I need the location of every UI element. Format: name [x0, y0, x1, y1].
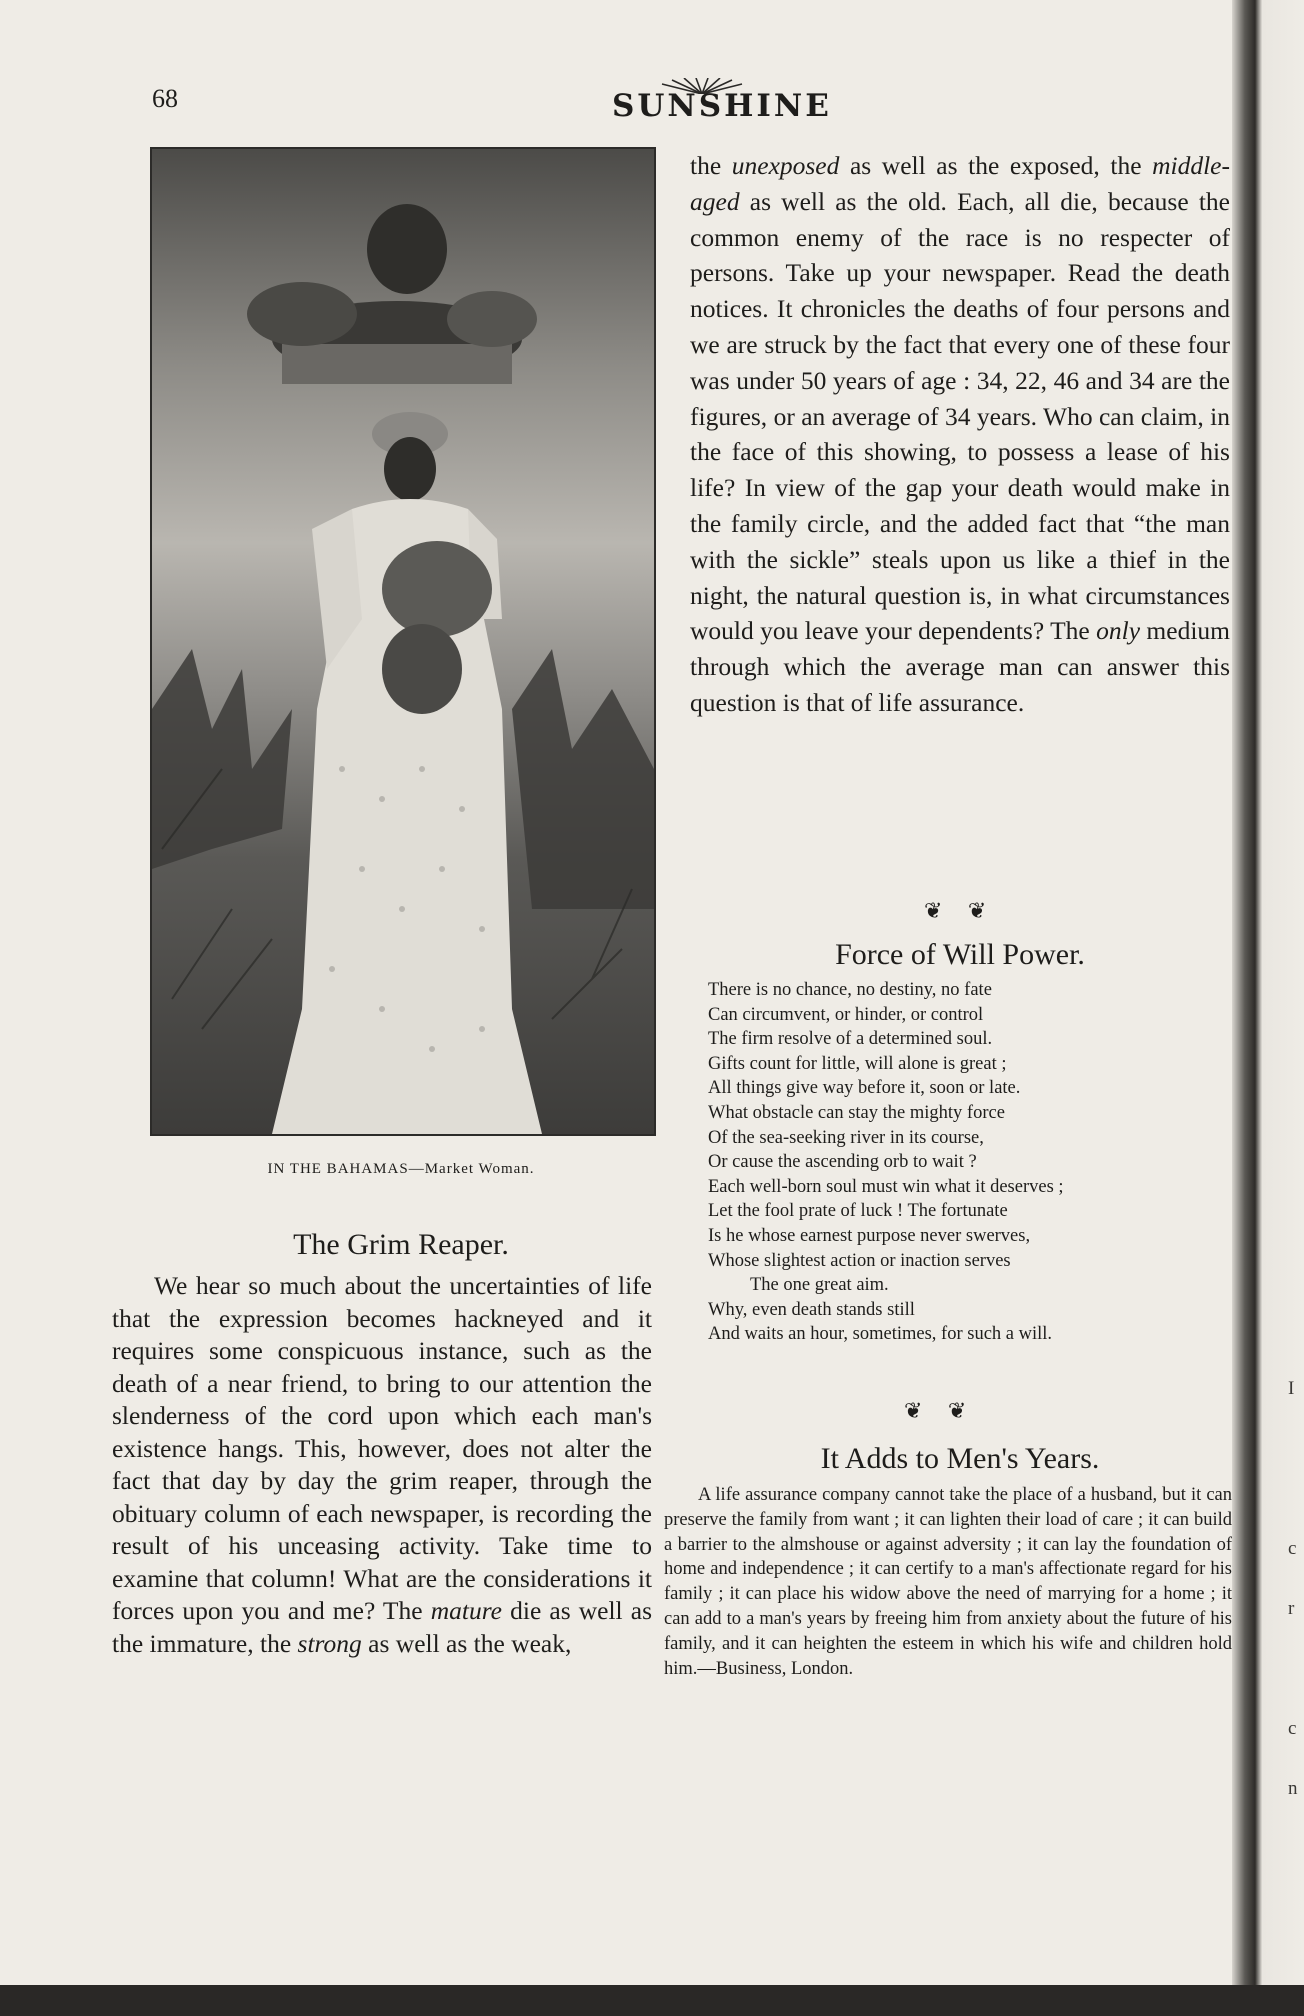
bleed-through-text: c	[1288, 1718, 1297, 1739]
poem-line: All things give way before it, soon or late.	[708, 1078, 1021, 1099]
bleed-through-text: I	[1288, 1378, 1295, 1399]
grim-reaper-body-part1: We hear so much about the uncertainties of life that the expression becomes hackneyed and it requires some conspicuous instance, such as the death of a near friend, to bring to our attention the slenderness of the cord upon which each man's existence hangs. This, however, does not alter the fact that day by day the grim reaper, through the obituary column of each newspaper, is recording the result of his unceasing activity. Take time to examine that column! What are the considerations it forces upon you and me? The mature die as well as the immature, the strong as well as the weak,	[112, 1271, 652, 1658]
poem-line: Whose slightest action or inaction serves	[708, 1250, 1011, 1271]
poem-line: The firm resolve of a determined soul.	[708, 1029, 993, 1050]
poem-line: Let the fool prate of luck ! The fortunate	[708, 1201, 1008, 1222]
photo-caption: IN THE BAHAMAS—Market Woman.	[267, 1161, 535, 1177]
grim-reaper-body-part2: the unexposed as well as the exposed, the middle-aged as well as the old. Each, all die, because the common enemy of the race is no respecter of persons. Take up your newspaper. Read the death notices. It chronicles the deaths of four persons and we are struck by the fact that every one of these four was under 50 years of age : 34, 22, 46 and 34 are the figures, or an average of 34 years. Who can claim, in the face of this showing, to possess a lease of his life? In view of the gap your death would make in the family circle, and the added fact that “the man with the sickle” steals upon us like a thief in the night, the natural question is, in what circumstances would you leave your dependents? The only medium through which the average man can answer this question is that of life assurance.	[690, 151, 1230, 717]
poem-line: Of the sea-seeking river in its course,	[708, 1127, 984, 1148]
bleed-through-text: n	[1288, 1778, 1298, 1799]
masthead-title: SUNSHINE	[612, 88, 832, 124]
bleed-through-text: c	[1288, 1538, 1297, 1559]
poem-line: Why, even death stands still	[708, 1299, 915, 1320]
market-woman-photo	[150, 147, 656, 1136]
grim-reaper-title: The Grim Reaper.	[293, 1228, 509, 1261]
next-page-edge	[1232, 0, 1304, 1985]
will-power-poem	[708, 978, 1064, 1347]
section-ornament-2: ❦ ❦	[904, 1398, 977, 1423]
will-power-title: Force of Will Power.	[835, 938, 1085, 971]
mens-years-title: It Adds to Men's Years.	[820, 1442, 1100, 1475]
poem-line: What obstacle can stay the mighty force	[708, 1102, 1005, 1123]
poem-line: And waits an hour, sometimes, for such a will.	[708, 1324, 1053, 1345]
bleed-through-text: r	[1288, 1598, 1295, 1619]
poem-line: Each well-born soul must win what it deserves ;	[708, 1176, 1064, 1197]
poem-line: Can circumvent, or hinder, or control	[708, 1004, 984, 1025]
page-number: 68	[152, 84, 178, 113]
poem-line: The one great aim.	[750, 1275, 889, 1296]
poem-line: Is he whose earnest purpose never swerves,	[708, 1225, 1031, 1246]
section-ornament-1: ❦ ❦	[924, 898, 997, 923]
poem-line: There is no chance, no destiny, no fate	[708, 980, 992, 1000]
mens-years-body: A life assurance company cannot take the place of a husband, but it can preserve the family from want ; it can lighten their load of care ; it can build a barrier to the almshouse or against adversity ; it can lay the foundation of home and independence ; it can certify to a man's affectionate regard for his family ; it can place his widow above the need of marrying for a home ; it can add to a man's years by freeing him from anxiety about the future of his family, and it can heighten the esteem in which his wife and children hold him.—Business, London.	[664, 1485, 1232, 1679]
photo-illustration	[152, 149, 654, 1134]
poem-line: Gifts count for little, will alone is great ;	[708, 1053, 1007, 1074]
scan-background	[0, 1985, 1304, 2016]
poem-line: Or cause the ascending orb to wait ?	[708, 1152, 977, 1173]
